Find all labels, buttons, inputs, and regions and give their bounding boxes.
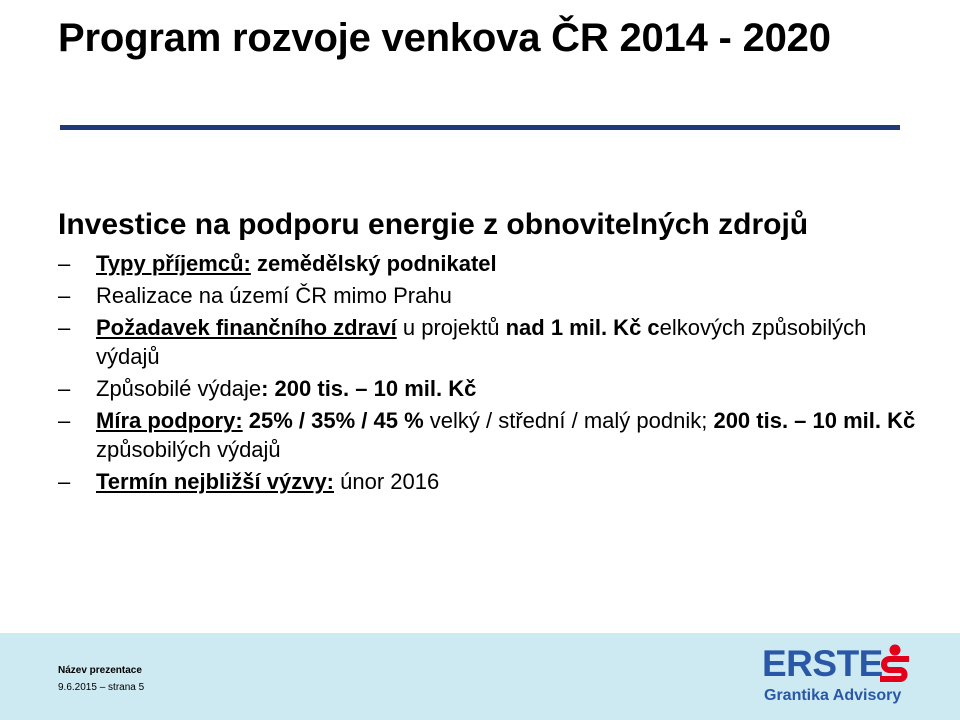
bullet-text-segment: 200 tis. – 10 mil. Kč bbox=[713, 408, 916, 433]
slide-title: Program rozvoje venkova ČR 2014 - 2020 bbox=[58, 16, 831, 60]
bullet-text-segment: Požadavek finančního zdraví bbox=[96, 315, 397, 340]
bullet-text-segment: Míra podpory: bbox=[96, 408, 243, 433]
bullet-text-segment: způsobilých výdajů bbox=[96, 437, 281, 462]
bullet-text-segment: nad 1 mil. Kč c bbox=[505, 315, 660, 340]
title-divider bbox=[60, 125, 900, 130]
bullet-text-segment: elkových způsobilých výdajů bbox=[96, 315, 867, 369]
bullet-text-segment: u projektů bbox=[396, 315, 506, 340]
bullet-item bbox=[58, 281, 918, 310]
bullet-text-segment: : 200 tis. – 10 mil. Kč bbox=[261, 376, 477, 401]
bullet-dash: – bbox=[58, 376, 71, 401]
section-heading: Investice na podporu energie z obnovitelných zdrojů bbox=[58, 208, 809, 241]
bullet-dash: – bbox=[58, 469, 71, 494]
bullet-dash: – bbox=[58, 408, 71, 433]
bullet-item bbox=[58, 313, 918, 371]
bullet-item bbox=[58, 406, 918, 464]
slide-content bbox=[58, 203, 918, 499]
bullet-item bbox=[58, 374, 918, 403]
bullet-text-segment: Realizace na území ČR mimo Prahu bbox=[96, 283, 452, 308]
bullet-list bbox=[58, 249, 918, 496]
presentation-name: Název prezentace bbox=[58, 665, 142, 676]
bullet-text-segment: velký / střední / malý podnik; bbox=[423, 408, 714, 433]
bullet-dash: – bbox=[58, 315, 71, 340]
logo-brand-text: ERSTE bbox=[762, 643, 883, 684]
bullet-dash: – bbox=[58, 283, 71, 308]
date-and-page: 9.6.2015 – strana 5 bbox=[58, 682, 145, 693]
bullet-text-segment: zemědělský podnikatel bbox=[250, 251, 497, 276]
logo-subtitle: Grantika Advisory bbox=[764, 687, 902, 704]
bullet-text-segment: Termín nejbližší výzvy: bbox=[96, 469, 335, 494]
bullet-text-segment: Typy příjemců: bbox=[96, 251, 251, 276]
bullet-text-segment: 25% / 35% / 45 % bbox=[242, 408, 424, 433]
bullet-item bbox=[58, 467, 918, 496]
bullet-item bbox=[58, 249, 918, 278]
bullet-text-segment: Způsobilé výdaje bbox=[96, 376, 262, 401]
erste-grantika-logo bbox=[762, 644, 922, 710]
bullet-text-segment: únor 2016 bbox=[334, 469, 440, 494]
bullet-dash: – bbox=[58, 251, 71, 276]
erste-s-symbol-icon bbox=[876, 644, 914, 686]
